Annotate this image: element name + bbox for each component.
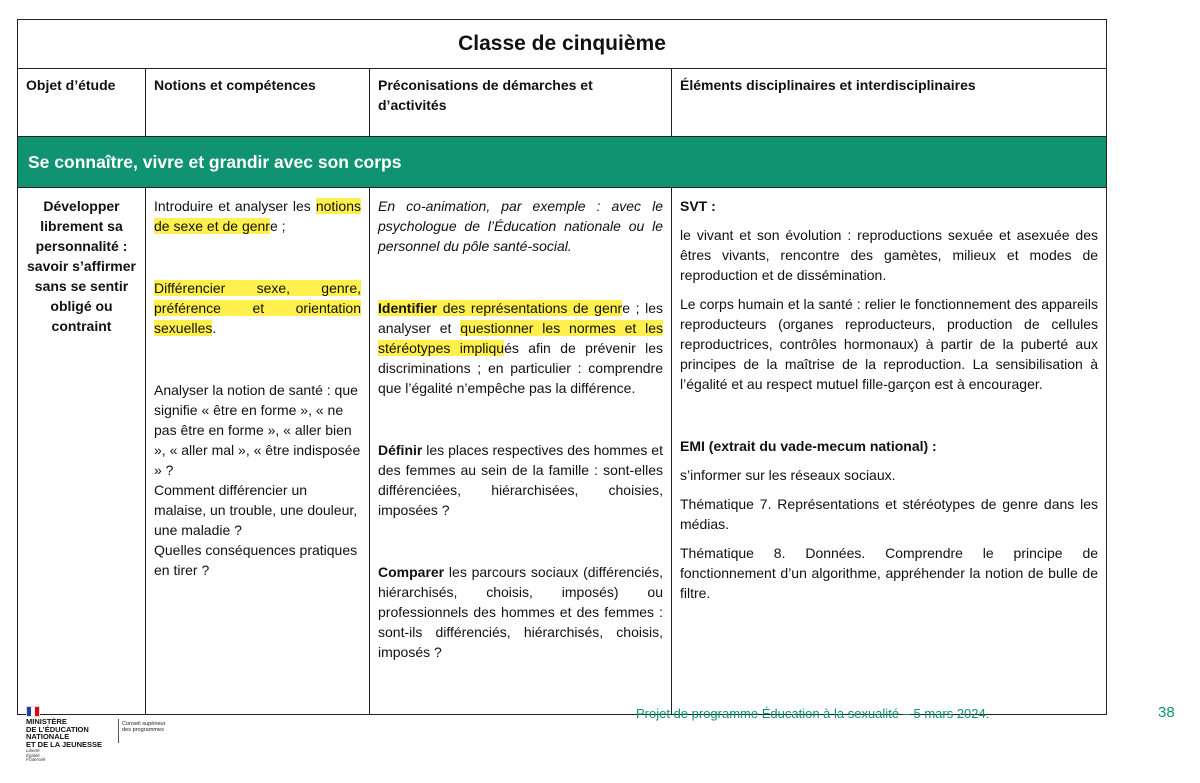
emi-p3: Thématique 8. Données. Comprendre le principe de fonctionnement d’un algorithme, appréhender la notion de bulle de filtre. [680,545,1099,601]
notions-p2-highlight: Différencier sexe, genre, préférence et orientation sexuelles [154,280,361,336]
notions-p4: Comment différencier un malaise, un trouble, une douleur, une maladie ? [154,482,358,538]
precon-p4-post: les parcours sociaux (différenciés, hiérarchisés, choisis, imposés) ou professionnels des hommes et des femmes : sont-ils différenciés, hiérarchisés, choisis, imposés ? [378,564,663,660]
precon-p3-post: les places respectives des hommes et des femmes au sein de la famille : sont-elles différenciées, hiérarchisées, choisies, imposées ? [378,442,663,518]
emi-p1: s’informer sur les réseaux sociaux. [680,467,896,483]
precon-p2 [378,298,663,398]
precon-p4 [378,562,663,662]
notions-p2 [154,278,361,338]
table-title: Classe de cinquième [18,20,1107,69]
header-notions: Notions et compétences [146,69,370,137]
precon-p2-highlight2: questionner les normes et les stéréotypes impliqu [378,320,664,356]
notions-p1-highlight: notions de sexe et de genr [154,198,361,234]
objet-cell [18,188,146,715]
svt-title: SVT : [680,198,716,214]
notions-p3: Analyser la notion de santé : que signifie « être en forme », « ne pas être en forme », « aller bien », « aller mal », « être indisposée » ? [154,382,361,478]
precon-p2-mid: e ; les analyser et [378,300,663,336]
preconisations-cell [370,188,672,715]
notions-p1-post: e ; [269,218,286,234]
objet-text: Développer librement sa personnalité : savoir s’affirmer sans se sentir obligé ou contraint [27,198,136,334]
council-name: Conseil supérieur des programmes [122,721,166,733]
emi-p2: Thématique 7. Représentations et stéréotypes de genre dans les médias. [680,496,1099,532]
precon-p2-bold: Identifier [378,300,438,316]
ministry-name: MINISTÈRE DE L’ÉDUCATION NATIONALE ET DE LA JEUNESSE [26,717,102,749]
precon-p4-bold: Comparer [378,564,445,580]
logo-divider [118,719,119,743]
french-flag-icon [26,706,40,717]
republic-motto: Liberté Égalité Fraternité [26,748,46,763]
precon-p3-bold: Définir [378,442,423,458]
page-number: 38 [1158,704,1175,721]
elements-cell [672,188,1107,715]
section-band: Se connaître, vivre et grandir avec son corps [18,137,1107,188]
precon-p2-highlight: des représentations de genr [437,300,623,316]
precon-p2-post: és afin de prévenir les discriminations ; en particulier : comprendre que l’égalité n’empêche pas la différence. [378,340,663,396]
notions-p1-pre: Introduire et analyser les [154,198,316,214]
header-elements: Éléments disciplinaires et interdisciplinaires [672,69,1107,137]
header-objet: Objet d’étude [18,69,146,137]
curriculum-table [17,19,1107,715]
svt-p1: le vivant et son évolution : reproductions sexuée et asexuée des êtres vivants, rencontre des gamètes, milieux et modes de reproduction et de dissémination. [680,227,1099,283]
notions-cell [146,188,370,715]
footer-caption: Projet de programme Éducation à la sexualité – 5 mars 2024. [636,706,990,721]
ministry-logo [26,706,176,776]
notions-p2-post: . [212,320,217,336]
emi-title: EMI (extrait du vade-mecum national) : [680,438,937,454]
header-preconisations: Préconisations de démarches et d’activités [370,69,672,137]
page-footer [0,695,1200,783]
notions-p5: Quelles conséquences pratiques en tirer ? [154,542,358,578]
svt-p2: Le corps humain et la santé : relier le fonctionnement des appareils reproducteurs (organes reproducteurs, production de cellules reproductrices, contrôles hormonaux) à partir de la puberté aux principes de la maîtrise de la reproduction. La sensibilisation à l’égalité et au respect mutuel fille-garçon est à encourager. [680,296,1099,392]
precon-p3 [378,440,663,520]
precon-p1: En co-animation, par exemple : avec le psychologue de l’Éducation nationale ou le personnel du pôle santé-social. [378,198,663,254]
notions-p1 [154,196,361,236]
